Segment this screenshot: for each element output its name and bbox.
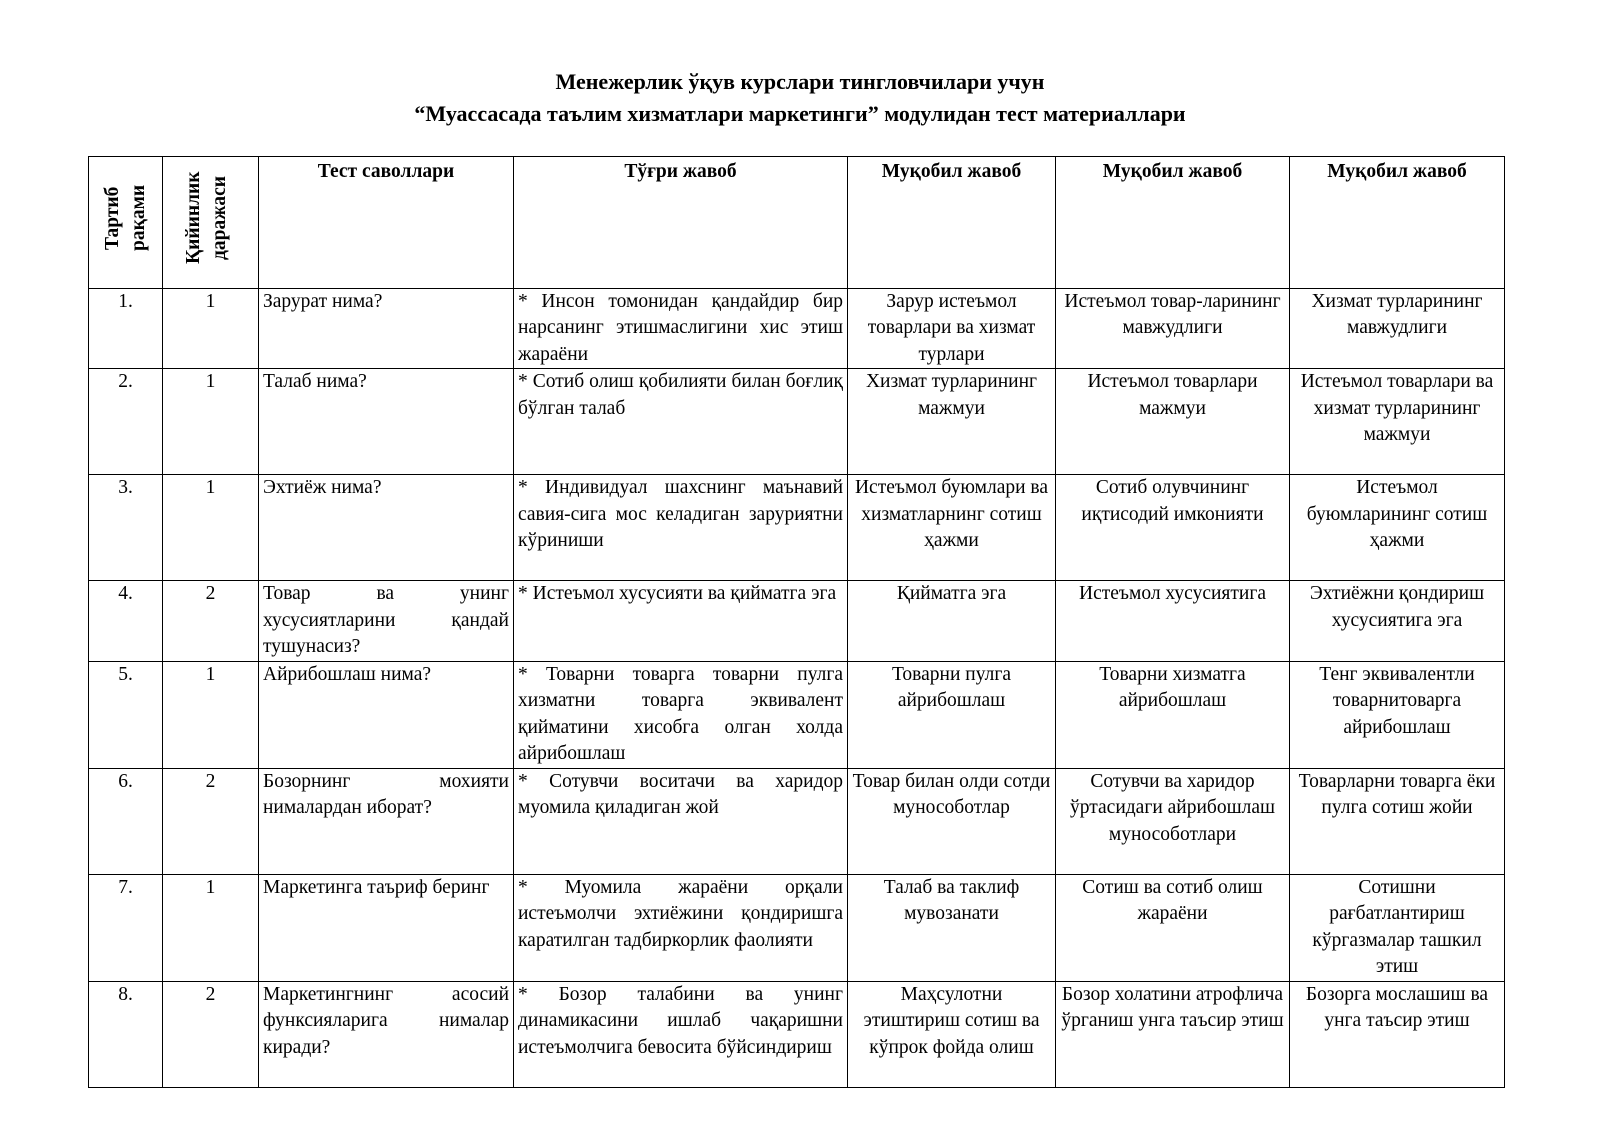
row-alt-1: Талаб ва таклиф мувозанати xyxy=(848,874,1056,981)
row-question: Маркетингнинг асосий функсияларига нималар киради? xyxy=(259,981,514,1087)
row-number: 4. xyxy=(89,581,163,662)
row-alt-3: Истеъмол буюмларининг сотиш ҳажми xyxy=(1290,475,1505,581)
table-row xyxy=(89,581,1505,662)
row-number: 3. xyxy=(89,475,163,581)
row-correct: * Муомила жараёни орқали истеъмолчи эхтиёжини қондиришга каратилган тадбиркорлик фаолияти xyxy=(514,874,848,981)
row-level: 1 xyxy=(163,874,259,981)
row-number: 2. xyxy=(89,369,163,475)
row-level: 2 xyxy=(163,981,259,1087)
document-title xyxy=(0,66,1600,130)
table-row xyxy=(89,981,1505,1087)
row-alt-3: Сотишни рағбатлантириш кўргазмалар ташкил этиш xyxy=(1290,874,1505,981)
row-level: 1 xyxy=(163,475,259,581)
row-alt-2: Бозор холатини атрофлича ўрганиш унга таъсир этиш xyxy=(1056,981,1290,1087)
header-question: Тест саволлари xyxy=(259,157,514,289)
row-alt-3: Эхтиёжни қондириш хусусиятига эга xyxy=(1290,581,1505,662)
header-difficulty: Қийинлик даражаси xyxy=(163,157,259,289)
row-correct: * Бозор талабини ва унинг динамикасини ишлаб чақаришни истеъмолчига бевосита бўйсиндириш xyxy=(514,981,848,1087)
row-correct: * Товарни товарга товарни пулга хизматни товарга эквивалент қийматини хисобга олган холда айрибошлаш xyxy=(514,661,848,768)
row-alt-3: Хизмат турларининг мавжудлиги xyxy=(1290,288,1505,369)
header-correct: Тўғри жавоб xyxy=(514,157,848,289)
row-alt-1: Товар билан олди сотди мунособотлар xyxy=(848,768,1056,874)
row-alt-1: Зарур истеъмол товарлари ва хизмат турлари xyxy=(848,288,1056,369)
row-question: Бозорнинг мохияти нималардан иборат? xyxy=(259,768,514,874)
row-alt-2: Сотиб олувчининг иқтисодий имконияти xyxy=(1056,475,1290,581)
row-alt-1: Хизмат турларининг мажмуи xyxy=(848,369,1056,475)
row-number: 1. xyxy=(89,288,163,369)
header-alt-2: Муқобил жавоб xyxy=(1056,157,1290,289)
row-alt-1: Истеъмол буюмлари ва хизматларнинг сотиш ҳажми xyxy=(848,475,1056,581)
row-number: 8. xyxy=(89,981,163,1087)
row-alt-2: Сотувчи ва харидор ўртасидаги айрибошлаш мунособотлари xyxy=(1056,768,1290,874)
header-row xyxy=(89,157,1505,289)
row-alt-3: Тенг эквивалентли товарнитоварга айрибошлаш xyxy=(1290,661,1505,768)
table-row xyxy=(89,768,1505,874)
row-question: Эхтиёж нима? xyxy=(259,475,514,581)
table-row xyxy=(89,874,1505,981)
row-number: 5. xyxy=(89,661,163,768)
row-alt-2: Сотиш ва сотиб олиш жараёни xyxy=(1056,874,1290,981)
row-alt-1: Товарни пулга айрибошлаш xyxy=(848,661,1056,768)
title-line-2: “Муассасада таълим хизматлари маркетинги” модулидан тест материаллари xyxy=(414,101,1186,126)
row-level: 2 xyxy=(163,581,259,662)
row-correct: * Сотувчи воситачи ва харидор муомила қиладиган жой xyxy=(514,768,848,874)
row-alt-3: Бозорга мослашиш ва унга таъсир этиш xyxy=(1290,981,1505,1087)
row-level: 1 xyxy=(163,369,259,475)
row-question: Товар ва унинг хусусиятларини қандай тушунасиз? xyxy=(259,581,514,662)
table-row xyxy=(89,475,1505,581)
header-order: Тартиб рақами xyxy=(89,157,163,289)
row-correct: * Истеъмол хусусияти ва қийматга эга xyxy=(514,581,848,662)
row-alt-3: Товарларни товарга ёки пулга сотиш жойи xyxy=(1290,768,1505,874)
row-level: 1 xyxy=(163,288,259,369)
table-row xyxy=(89,288,1505,369)
row-alt-1: Маҳсулотни этиштириш сотиш ва кўпрок фойда олиш xyxy=(848,981,1056,1087)
row-correct: * Инсон томонидан қандайдир бир нарсанинг этишмаслигини хис этиш жараёни xyxy=(514,288,848,369)
test-table xyxy=(88,156,1505,1088)
row-level: 2 xyxy=(163,768,259,874)
row-alt-2: Истеъмол хусусиятига xyxy=(1056,581,1290,662)
row-level: 1 xyxy=(163,661,259,768)
row-correct: * Сотиб олиш қобилияти билан боғлиқ бўлган талаб xyxy=(514,369,848,475)
row-alt-2: Истеъмол товар-ларининг мавжудлиги xyxy=(1056,288,1290,369)
row-number: 7. xyxy=(89,874,163,981)
table-row xyxy=(89,369,1505,475)
row-question: Талаб нима? xyxy=(259,369,514,475)
row-alt-2: Товарни хизматга айрибошлаш xyxy=(1056,661,1290,768)
row-question: Зарурат нима? xyxy=(259,288,514,369)
row-question: Маркетинга таъриф беринг xyxy=(259,874,514,981)
row-correct: * Индивидуал шахснинг маънавий савия-сига мос келадиган заруриятни кўриниши xyxy=(514,475,848,581)
row-number: 6. xyxy=(89,768,163,874)
header-alt-1: Муқобил жавоб xyxy=(848,157,1056,289)
row-alt-2: Истеъмол товарлари мажмуи xyxy=(1056,369,1290,475)
row-question: Айрибошлаш нима? xyxy=(259,661,514,768)
row-alt-3: Истеъмол товарлари ва хизмат турларининг мажмуи xyxy=(1290,369,1505,475)
header-alt-3: Муқобил жавоб xyxy=(1290,157,1505,289)
table-row xyxy=(89,661,1505,768)
title-line-1: Менежерлик ўқув курслари тингловчилари учун xyxy=(555,69,1045,94)
row-alt-1: Қийматга эга xyxy=(848,581,1056,662)
